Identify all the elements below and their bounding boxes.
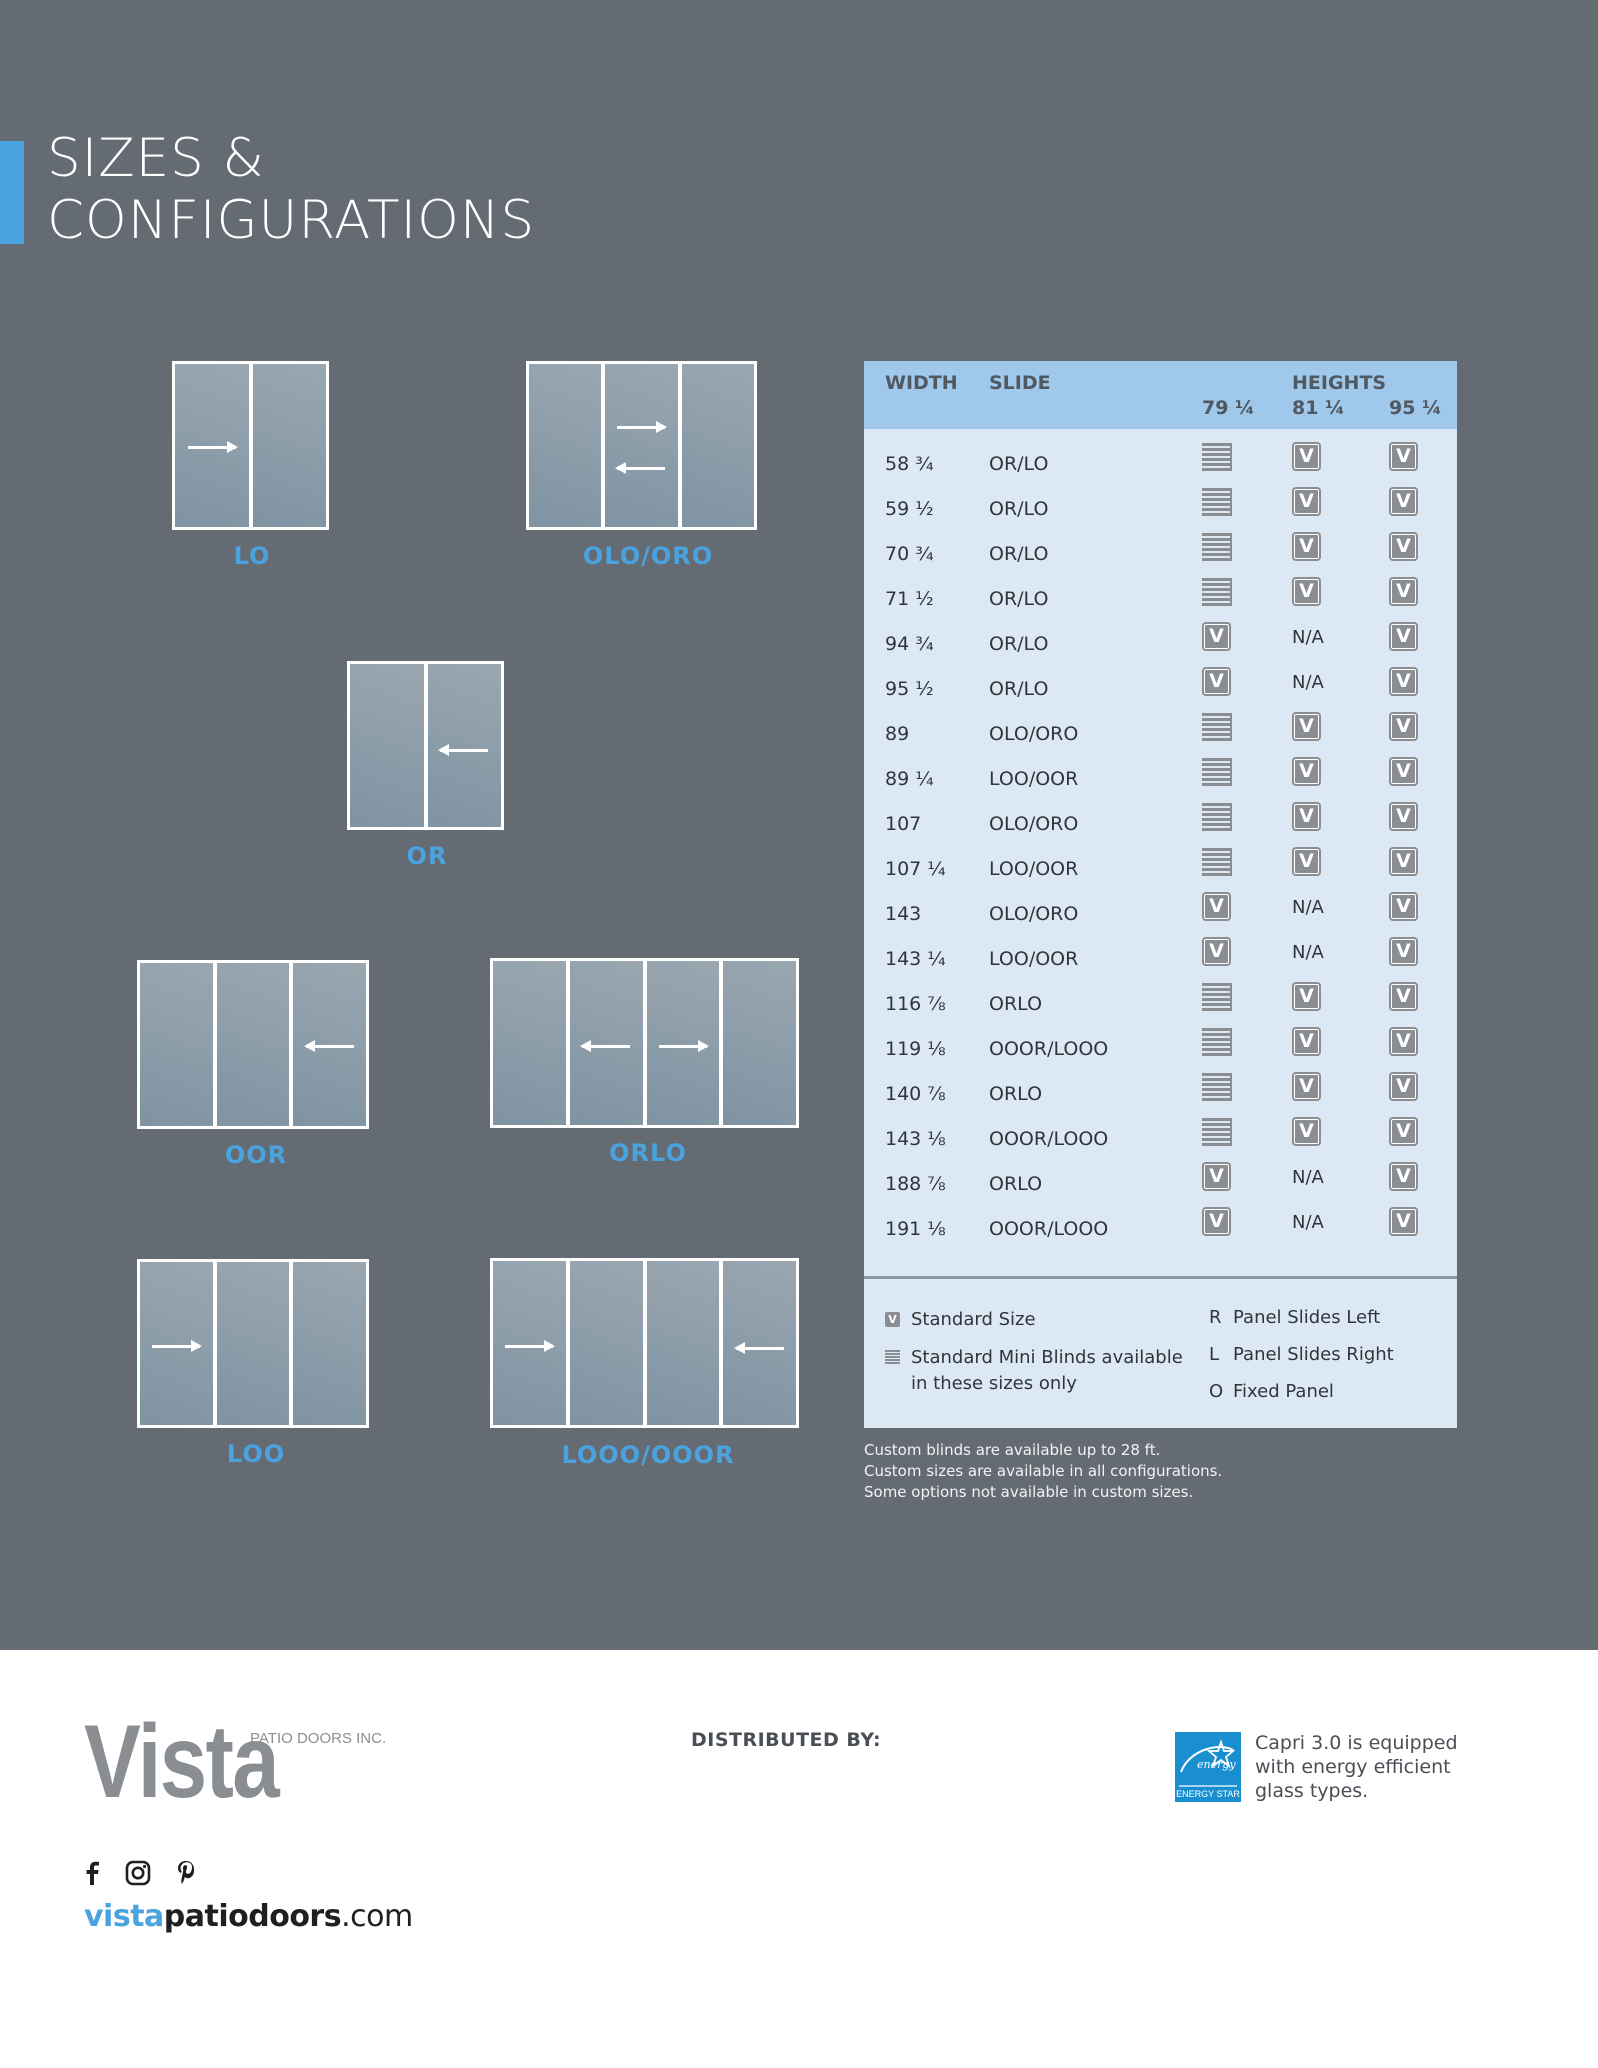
door-panel (493, 1261, 566, 1425)
door-panel (428, 664, 502, 827)
arrow-left-icon (736, 1347, 784, 1350)
config-diagram-loo (137, 1259, 369, 1428)
standard-size-badge-icon: V (1292, 577, 1321, 606)
door-panel (140, 963, 213, 1126)
arrow-left-icon (306, 1045, 354, 1048)
legend-blinds-line-1: Standard Mini Blinds available (911, 1347, 1183, 1368)
arrow-right-icon (152, 1345, 200, 1348)
door-panel (293, 1262, 366, 1425)
header-height-79: 79 ¼ (1202, 397, 1255, 419)
cell-width: 143 (885, 903, 922, 925)
cell-slide: OR/LO (989, 543, 1049, 565)
header-height-81: 81 ¼ (1292, 397, 1345, 419)
standard-size-badge-icon: V (1389, 667, 1418, 696)
door-panel (647, 961, 720, 1125)
cell-not-available: N/A (1292, 897, 1324, 918)
sizes-table (864, 361, 1457, 1428)
door-panel (605, 364, 677, 527)
config-label-lo: LO (233, 542, 271, 570)
table-row (864, 1071, 1457, 1116)
cell-width: 70 ¾ (885, 543, 934, 565)
standard-size-badge-icon: V (1389, 892, 1418, 921)
website-link[interactable] (84, 1899, 413, 1934)
config-diagram-looo-ooor (490, 1258, 799, 1428)
door-panel (293, 963, 366, 1126)
standard-size-badge-icon: V (1389, 1072, 1418, 1101)
cell-slide: OR/LO (989, 678, 1049, 700)
mini-blinds-icon (1202, 713, 1230, 741)
table-row (864, 936, 1457, 981)
door-panel (140, 1262, 213, 1425)
door-panel (723, 1261, 796, 1425)
cell-slide: ORLO (989, 993, 1043, 1015)
cell-width: 95 ½ (885, 678, 934, 700)
arrow-right-icon (659, 1045, 707, 1048)
mini-blinds-icon (1202, 758, 1230, 786)
arrow-left-icon (617, 467, 665, 470)
cell-width: 58 ¾ (885, 453, 934, 475)
standard-size-badge-icon: V (1292, 757, 1321, 786)
mini-blinds-icon (1202, 443, 1230, 471)
table-row (864, 756, 1457, 801)
standard-size-badge-icon: V (1202, 937, 1231, 966)
energy-statement (1255, 1731, 1458, 1803)
legend-l-text: Panel Slides Right (1233, 1344, 1394, 1365)
arrow-left-icon (440, 749, 488, 752)
door-panel (570, 1261, 643, 1425)
standard-size-badge-icon: V (1292, 1117, 1321, 1146)
legend-l-key: L (1209, 1344, 1220, 1365)
table-row (864, 666, 1457, 711)
title-accent-bar (0, 141, 24, 244)
standard-size-badge-icon: V (1389, 532, 1418, 561)
cell-not-available: N/A (1292, 1167, 1324, 1188)
cell-width: 89 ¼ (885, 768, 934, 790)
table-row (864, 1026, 1457, 1071)
vista-logo-subtitle: PATIO DOORS INC. (250, 1730, 387, 1747)
standard-size-badge-icon: V (1292, 1027, 1321, 1056)
blinds-key-icon (885, 1350, 900, 1365)
door-panel (217, 963, 290, 1126)
cell-slide: OR/LO (989, 453, 1049, 475)
cell-width: 140 ⅞ (885, 1083, 946, 1105)
door-panel (493, 961, 566, 1125)
cell-not-available: N/A (1292, 627, 1324, 648)
table-row (864, 621, 1457, 666)
cell-width: 116 ⅞ (885, 993, 946, 1015)
standard-size-badge-icon: V (1389, 757, 1418, 786)
vista-logo: Vista (84, 1704, 279, 1820)
cell-slide: OR/LO (989, 498, 1049, 520)
config-label-oor: OOR (224, 1141, 288, 1169)
cell-slide: OLO/ORO (989, 813, 1079, 835)
cell-slide: LOO/OOR (989, 948, 1079, 970)
cell-width: 191 ⅛ (885, 1218, 946, 1240)
door-panel (350, 664, 424, 827)
pinterest-icon[interactable] (171, 1858, 201, 1888)
mini-blinds-icon (1202, 848, 1230, 876)
cell-not-available: N/A (1292, 1212, 1324, 1233)
legend-standard-size: Standard Size (911, 1309, 1036, 1330)
cell-not-available: N/A (1292, 942, 1324, 963)
standard-size-badge-icon: V (1292, 442, 1321, 471)
door-panel (217, 1262, 290, 1425)
mini-blinds-icon (1202, 983, 1230, 1011)
table-row (864, 846, 1457, 891)
cell-not-available: N/A (1292, 672, 1324, 693)
standard-size-badge-icon: V (1292, 487, 1321, 516)
arrow-right-icon (188, 446, 236, 449)
door-panel (529, 364, 601, 527)
note-line: Custom blinds are available up to 28 ft. (864, 1441, 1161, 1459)
standard-size-badge-icon: V (1389, 982, 1418, 1011)
door-panel (723, 961, 796, 1125)
note-line: Custom sizes are available in all configurations. (864, 1462, 1223, 1480)
standard-size-badge-icon: V (1292, 1072, 1321, 1101)
note-line: Some options not available in custom sizes. (864, 1483, 1194, 1501)
config-diagram-orlo (490, 958, 799, 1128)
standard-size-badge-icon: V (1292, 712, 1321, 741)
cell-slide: OR/LO (989, 633, 1049, 655)
table-row (864, 441, 1457, 486)
legend-r-text: Panel Slides Left (1233, 1307, 1381, 1328)
table-row (864, 891, 1457, 936)
standard-size-badge-icon: V (1292, 847, 1321, 876)
standard-size-badge-icon: V (1389, 937, 1418, 966)
door-panel (253, 364, 327, 527)
table-divider (864, 1276, 1457, 1279)
config-diagram-olo-oro (526, 361, 757, 530)
standard-size-badge-icon: V (1389, 487, 1418, 516)
standard-size-key-icon: V (885, 1312, 900, 1327)
cell-width: 143 ⅛ (885, 1128, 946, 1150)
mini-blinds-icon (1202, 578, 1230, 606)
table-row (864, 576, 1457, 621)
mini-blinds-icon (1202, 803, 1230, 831)
cell-slide: LOO/OOR (989, 768, 1079, 790)
cell-slide: OOOR/LOOO (989, 1038, 1109, 1060)
standard-size-badge-icon: V (1292, 802, 1321, 831)
standard-size-badge-icon: V (1389, 577, 1418, 606)
config-diagram-lo (172, 361, 329, 530)
instagram-icon[interactable] (123, 1858, 153, 1888)
standard-size-badge-icon: V (1202, 622, 1231, 651)
custom-notes (864, 1440, 1222, 1503)
distributed-by-label: DISTRIBUTED BY: (691, 1729, 882, 1751)
table-row (864, 981, 1457, 1026)
standard-size-badge-icon: V (1202, 1207, 1231, 1236)
mini-blinds-icon (1202, 1118, 1230, 1146)
table-row (864, 1206, 1457, 1251)
standard-size-badge-icon: V (1389, 802, 1418, 831)
header-width: WIDTH (885, 372, 958, 394)
legend-r-key: R (1209, 1307, 1222, 1328)
config-label-olo-oro: OLO/ORO (582, 542, 714, 570)
door-panel (570, 961, 643, 1125)
table-row (864, 1116, 1457, 1161)
cell-width: 143 ¼ (885, 948, 946, 970)
standard-size-badge-icon: V (1389, 1162, 1418, 1191)
website-part-2: patiodoors (163, 1899, 342, 1934)
cell-width: 89 (885, 723, 910, 745)
mini-blinds-icon (1202, 533, 1230, 561)
cell-slide: OLO/ORO (989, 723, 1079, 745)
config-label-looo-ooor: LOOO/OOOR (561, 1441, 735, 1469)
standard-size-badge-icon: V (1292, 532, 1321, 561)
legend-o-text: Fixed Panel (1233, 1381, 1334, 1402)
config-diagram-oor (137, 960, 369, 1129)
cell-slide: OOOR/LOOO (989, 1128, 1109, 1150)
svg-text:energy: energy (1197, 1758, 1236, 1771)
standard-size-badge-icon: V (1292, 982, 1321, 1011)
facebook-icon[interactable] (77, 1858, 107, 1888)
arrow-right-icon (617, 426, 665, 429)
standard-size-badge-icon: V (1202, 1162, 1231, 1191)
legend-o-key: O (1209, 1381, 1224, 1402)
table-row (864, 531, 1457, 576)
cell-slide: OOOR/LOOO (989, 1218, 1109, 1240)
standard-size-badge-icon: V (1202, 667, 1231, 696)
header-heights: HEIGHTS (1292, 372, 1387, 394)
mini-blinds-icon (1202, 1028, 1230, 1056)
cell-width: 59 ½ (885, 498, 934, 520)
cell-width: 94 ¾ (885, 633, 934, 655)
config-label-orlo: ORLO (609, 1139, 687, 1167)
config-label-or: OR (406, 842, 448, 870)
header-slide: SLIDE (989, 372, 1051, 394)
cell-slide: LOO/OOR (989, 858, 1079, 880)
arrow-left-icon (582, 1045, 630, 1048)
door-panel (175, 364, 249, 527)
door-panel (647, 1261, 720, 1425)
cell-width: 107 (885, 813, 922, 835)
page-title (47, 128, 535, 252)
standard-size-badge-icon: V (1202, 892, 1231, 921)
energy-line: glass types. (1255, 1780, 1369, 1802)
energy-line: with energy efficient (1255, 1756, 1451, 1778)
cell-width: 107 ¼ (885, 858, 946, 880)
standard-size-badge-icon: V (1389, 1117, 1418, 1146)
table-row (864, 486, 1457, 531)
cell-slide: ORLO (989, 1173, 1043, 1195)
standard-size-badge-icon: V (1389, 442, 1418, 471)
header-height-95: 95 ¼ (1389, 397, 1442, 419)
cell-slide: ORLO (989, 1083, 1043, 1105)
table-header (864, 361, 1457, 429)
config-label-loo: LOO (226, 1440, 286, 1468)
cell-slide: OR/LO (989, 588, 1049, 610)
table-row (864, 1161, 1457, 1206)
mini-blinds-icon (1202, 488, 1230, 516)
page-title-line-2: CONFIGURATIONS (47, 190, 536, 251)
standard-size-badge-icon: V (1389, 622, 1418, 651)
cell-width: 71 ½ (885, 588, 934, 610)
config-diagram-or (347, 661, 504, 830)
cell-width: 119 ⅛ (885, 1038, 946, 1060)
standard-size-badge-icon: V (1389, 712, 1418, 741)
energy-line: Capri 3.0 is equipped (1255, 1732, 1458, 1754)
page-title-line-1: SIZES & (47, 128, 265, 189)
energy-star-logo (1175, 1732, 1241, 1802)
legend-blinds-line-2: in these sizes only (911, 1373, 1077, 1394)
standard-size-badge-icon: V (1389, 1207, 1418, 1236)
door-panel (682, 364, 754, 527)
energy-star-badge-text: ENERGY STAR (1176, 1789, 1240, 1799)
table-row (864, 711, 1457, 756)
cell-width: 188 ⅞ (885, 1173, 946, 1195)
cell-slide: OLO/ORO (989, 903, 1079, 925)
table-row (864, 801, 1457, 846)
standard-size-badge-icon: V (1389, 847, 1418, 876)
website-part-3: .com (341, 1899, 413, 1934)
website-part-1: vista (84, 1899, 164, 1934)
arrow-right-icon (505, 1345, 553, 1348)
standard-size-badge-icon: V (1389, 1027, 1418, 1056)
mini-blinds-icon (1202, 1073, 1230, 1101)
